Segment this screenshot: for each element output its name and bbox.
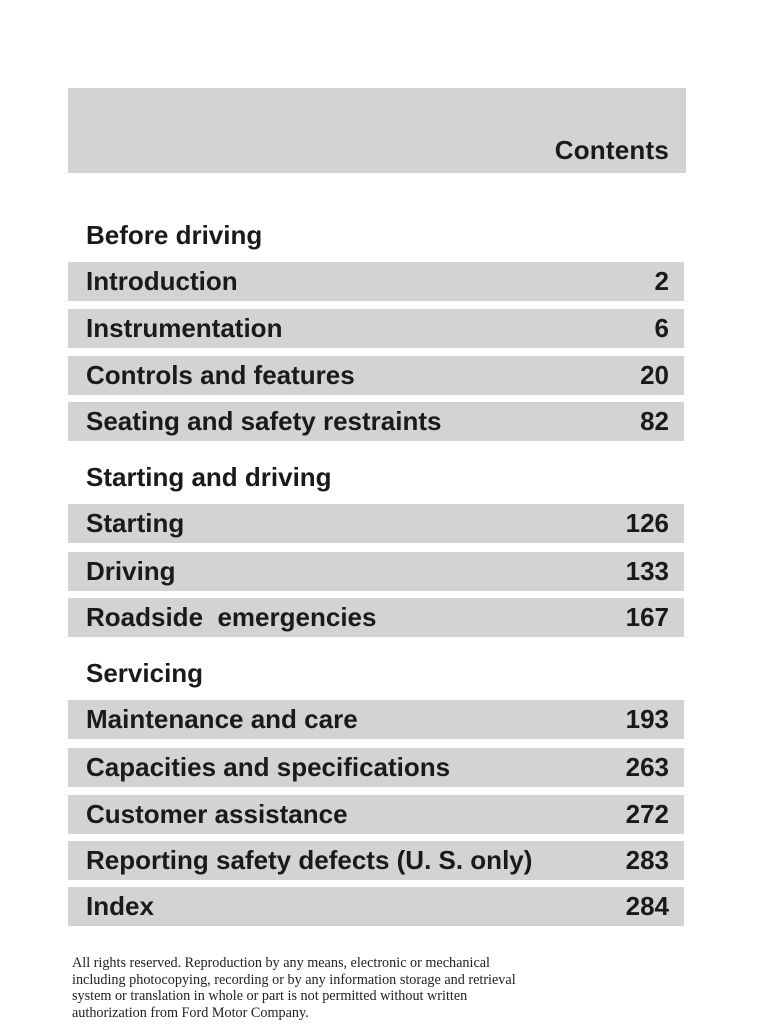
copyright-line: system or translation in whole or part is not permitted without written [72,988,468,1004]
section-heading-servicing: Servicing [86,658,204,688]
toc-page-number: 6 [654,313,669,343]
page-title: Contents [554,135,669,165]
toc-page-number: 2 [654,266,669,296]
toc-label: Driving [86,556,176,586]
toc-row-driving[interactable] [68,552,684,591]
toc-row-index[interactable] [68,887,684,926]
copyright-line: All rights reserved. Reproduction by any means, electronic or mechanical [72,955,490,971]
toc-row-reporting-safety-defects[interactable] [68,841,684,880]
toc-page-number: 82 [640,406,669,436]
section-heading-before-driving: Before driving [86,220,263,250]
toc-row-introduction[interactable] [68,262,684,301]
toc-label: Reporting safety defects (U. S. only) [86,845,533,875]
contents-header-band [68,88,686,173]
toc-row-instrumentation[interactable] [68,309,684,348]
toc-page-number: 284 [625,891,669,921]
toc-label: Roadside emergencies [86,602,377,632]
toc-row-roadside-emergencies[interactable] [68,598,684,637]
toc-label: Customer assistance [86,799,348,829]
toc-row-capacities-and-specifications[interactable] [68,748,684,787]
toc-row-starting[interactable] [68,504,684,543]
section-heading-starting-and-driving: Starting and driving [86,462,332,492]
toc-label: Starting [86,508,185,538]
toc-label: Capacities and specifications [86,752,451,782]
toc-page-number: 20 [640,360,669,390]
copyright-notice [72,955,632,1021]
toc-label: Introduction [86,266,238,296]
toc-page-number: 126 [625,508,669,538]
toc-row-seating-and-safety-restraints[interactable] [68,402,684,441]
toc-row-customer-assistance[interactable] [68,795,684,834]
toc-page-number: 263 [625,752,669,782]
toc-row-maintenance-and-care[interactable] [68,700,684,739]
copyright-line: including photocopying, recording or by any information storage and retrieval [72,971,516,988]
toc-page-number: 133 [625,556,669,586]
toc-label: Controls and features [86,360,355,390]
toc-page-number: 283 [625,845,669,875]
toc-label: Index [86,891,154,921]
toc-page-number: 272 [625,799,669,829]
toc-label: Maintenance and care [86,704,358,734]
toc-label: Seating and safety restraints [86,406,442,436]
toc-row-controls-and-features[interactable] [68,356,684,395]
toc-label: Instrumentation [86,313,283,343]
toc-page-number: 193 [625,704,669,734]
copyright-line: authorization from Ford Motor Company. [72,1004,309,1021]
toc-page-number: 167 [625,602,669,632]
